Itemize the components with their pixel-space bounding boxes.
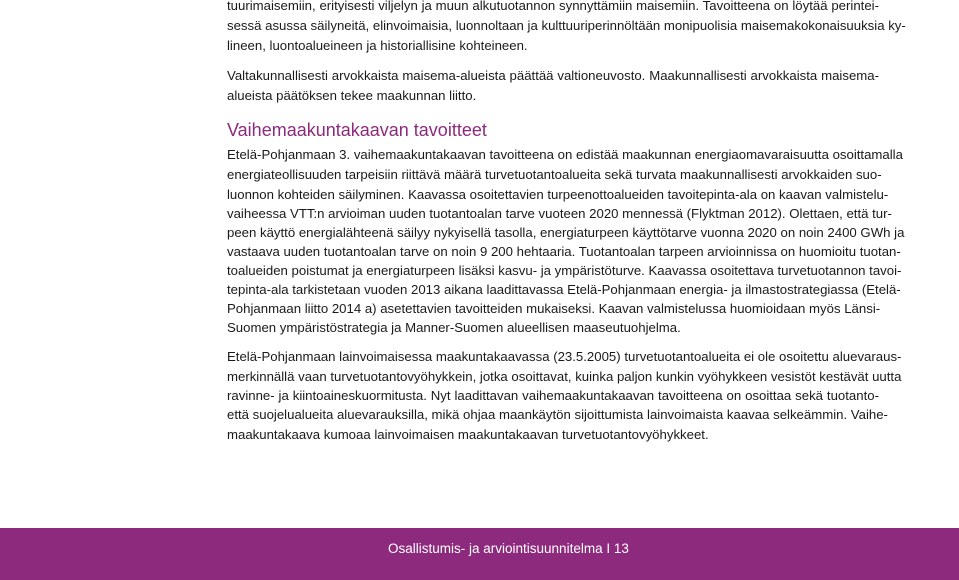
paragraph-line: toalueiden poistumat ja energiaturpeen lisäksi kasvu- ja ympäristöturve. Kaavassa osoitettava turvetuotannon tavoi- [227,263,902,278]
paragraph-line: tepinta-ala tarkistetaan vuoden 2013 aikana laadittavassa Etelä-Pohjanmaan energia- ja ilmastostrategiassa (Etelä- [227,282,901,297]
paragraph-line: Suomen ympäristöstrategia ja Manner-Suomen alueellisen maaseutuohjelma. [227,320,681,335]
paragraph-line: vaiheessa VTT:n arvioiman uuden tuotantoalan tarve vuoteen 2020 mennessä (Flyktman 2012). Olettaen, että tur- [227,206,892,221]
paragraph-line: ravinne- ja kiintoaineskuormitusta. Nyt laadittavan vaihemaakuntakaavan tavoitteena on osoittaa sekä tuotanto- [227,388,879,403]
paragraph-line: Etelä-Pohjanmaan 3. vaihemaakuntakaavan tavoitteena on edistää maakunnan energiaomavaraisuutta osoittamalla [227,147,903,162]
paragraph-line: energiateollisuuden tarpeisiin riittävä määrä turvetuotantoalueita sekä turvata maakunnallisesti arvokkaiden suo- [227,167,882,182]
paragraph-line: tuurimaisemiin, erityisesti viljelyn ja muun alkutuotannon synnyttämiin maisemiin. Tavoitteena on löytää perintei- [227,0,879,13]
paragraph-line: Etelä-Pohjanmaan lainvoimaisessa maakuntakaavassa (23.5.2005) turvetuotantoalueita ei ole osoitettu aluevaraus- [227,349,902,364]
paragraph-line: maakuntakaava kumoaa lainvoimaisen maakuntakaavan turvetuotantovyöhykkeet. [227,427,709,442]
section-heading: Vaihemaakuntakaavan tavoitteet [227,120,487,140]
footer-page-label: Osallistumis- ja arviointisuunnitelma I 13 [388,541,629,556]
paragraph-line: merkinnällä vaan turvetuotantovyöhykkein, jotka osoittavat, kuinka paljon kunkin vyöhykkeen vesistöt kestävät uutta [227,369,902,384]
paragraph-line: alueista päätöksen tekee maakunnan liitto. [227,88,477,103]
paragraph-line: luonnon kohteiden säilyminen. Kaavassa osoitettavien turpeenottoalueiden tavoitepinta-ala on kaavan valmistelu- [227,187,889,202]
paragraph-line: sessä asussa säilyneitä, elinvoimaisia, luonnoltaan ja kulttuuriperinnöltään monipuolisia maisemakokonaisuuksia ky- [227,18,906,33]
paragraph-line: Valtakunnallisesti arvokkaista maisema-alueista päättää valtioneuvosto. Maakunnallisesti arvokkaista maisema- [227,68,879,83]
page-footer [0,528,959,580]
paragraph-line: lineen, luontoalueineen ja historiallisine kohteineen. [227,38,528,53]
paragraph-line: että suojelualueita aluevarauksilla, mikä ohjaa maankäytön sijoittumista lainvoimaista kaavaa selkeämmin. Vaihe- [227,407,888,422]
paragraph-line: Pohjanmaan liitto 2014 a) asetettavien tavoitteiden mukaiseksi. Kaavan valmistelussa huomioidaan myös Länsi- [227,301,881,316]
paragraph-line: peen käyttö energialähteenä säilyy nykyisellä tasolla, energiaturpeen käyttötarve vuonna 2020 on noin 2400 GWh ja [227,225,905,240]
paragraph-line: vastaava uuden tuotantoalan tarve on noin 9 200 hehtaaria. Tuotantoalan tarpeen arvioinnissa on huomioitu tuotan- [227,244,901,259]
